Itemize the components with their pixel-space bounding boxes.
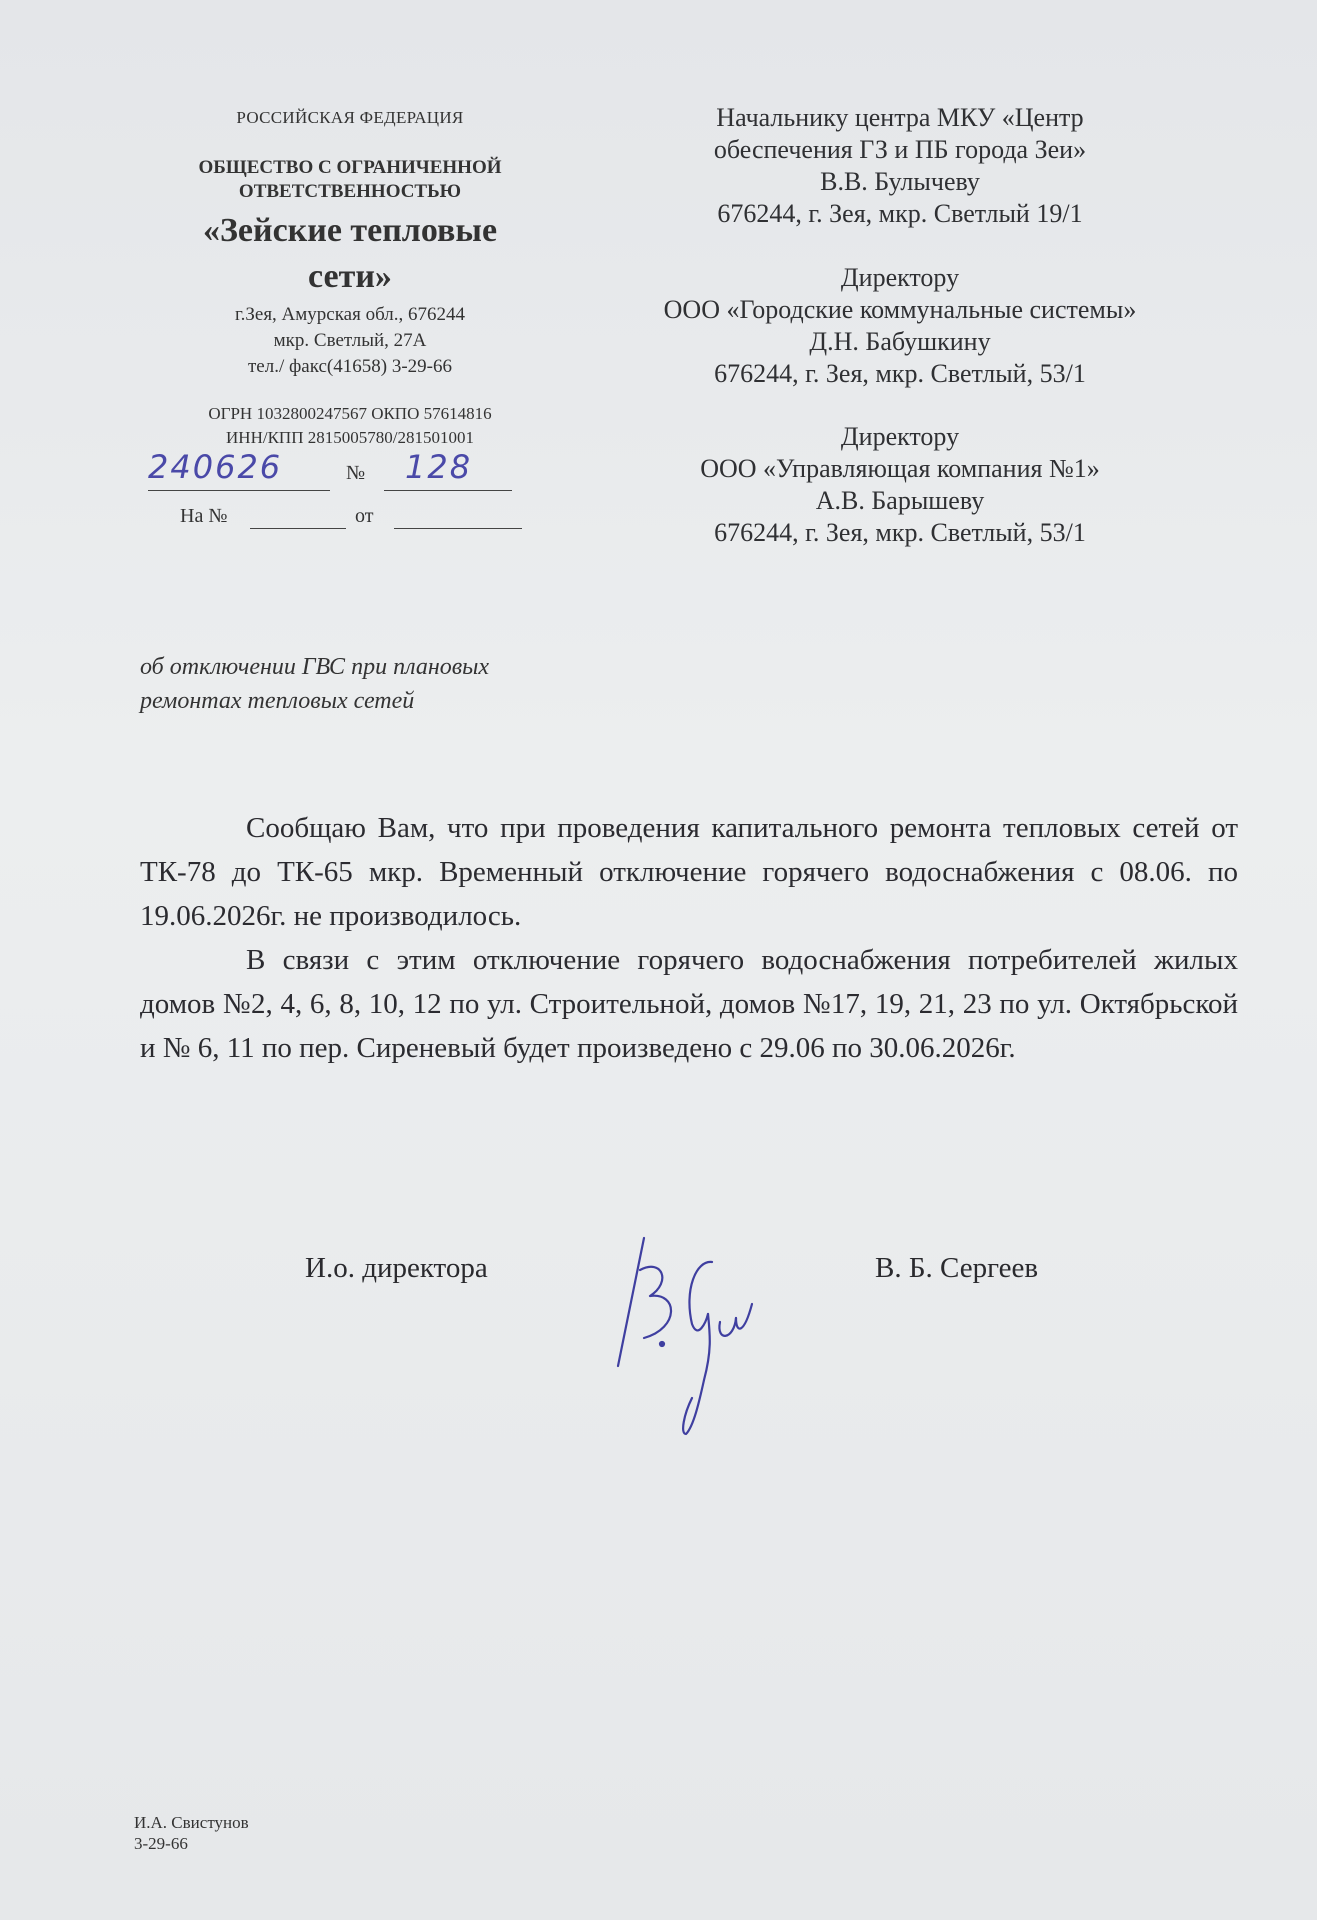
ref-date-blank [394,528,522,529]
addressee-title: Директору [840,422,960,451]
addressee-org: ООО «Городские коммунальные системы» [663,295,1137,324]
executor-phone: 3-29-66 [134,1834,188,1853]
company-address [140,302,560,380]
ref-label: На № [180,505,228,527]
addressee-address: 676244, г. Зея, мкр. Светлый, 53/1 [714,359,1086,388]
addressee-1 [620,102,1180,230]
address-line1: г.Зея, Амурская обл., 676244 [234,304,466,325]
outgoing-number: 128 [405,448,473,486]
outgoing-date: 240626 [148,448,283,486]
addressee-title: Директору [840,263,960,292]
from-label: от [355,505,374,527]
body-paragraph-1: Сообщаю Вам, что при проведения капитального ремонта тепловых сетей от ТК-78 до ТК-65 мкр. Временный отключение горячего водоснабжения с 08.06. по 19.06.2026г. не производилось. [140,812,1238,932]
addressee-address: 676244, г. Зея, мкр. Светлый, 53/1 [714,518,1086,547]
letter-body [140,806,1238,1070]
country-line: РОССИЙСКАЯ ФЕДЕРАЦИЯ [236,108,464,127]
letter-subject [140,650,489,718]
subject-line2: ремонтах тепловых сетей [140,688,415,714]
handwritten-signature [600,1230,780,1440]
company-name-line2: сети» [308,258,392,295]
addressee-2 [620,262,1180,390]
addressee-name: Д.Н. Бабушкину [809,327,991,356]
executor-info [134,1812,249,1854]
ref-number-blank [250,528,346,529]
inn-kpp: ИНН/КПП 2815005780/281501001 [226,428,474,447]
org-type-line1: ОБЩЕСТВО С ОГРАНИЧЕННОЙ [198,157,502,178]
addressee-address: 676244, г. Зея, мкр. Светлый 19/1 [717,199,1083,228]
letterhead [140,108,560,450]
subject-line1: об отключении ГВС при плановых [140,654,490,680]
phone-line: тел./ факс(41658) 3-29-66 [248,356,452,377]
addressee-org: обеспечения ГЗ и ПБ города Зеи» [713,135,1087,164]
body-paragraph-2: В связи с этим отключение горячего водоснабжения потребителей жилых домов №2, 4, 6, 8, 10, 12 по ул. Строительной, домов №17, 19, 21, 23 по ул. Октябрьской и № 6, 11 по пер. Сиреневый будет произведено с 29.06 по 30.06.2026г. [140,944,1238,1064]
org-type-line2: ОТВЕТСТВЕННОСТЬЮ [238,181,462,202]
address-line2: мкр. Светлый, 27А [273,330,427,351]
ogrn-okpo: ОГРН 1032800247567 ОКПО 57614816 [208,404,492,423]
signer-name: В. Б. Сергеев [875,1252,1039,1284]
org-type [140,156,560,204]
addressee-name: В.В. Булычеву [820,167,980,196]
registration-codes [140,402,560,450]
number-blank [384,490,512,491]
company-name-line1: «Зейские тепловые [202,212,498,249]
addressee-title: Начальнику центра МКУ «Центр [716,103,1084,132]
addressee-org: ООО «Управляющая компания №1» [700,454,1100,483]
addressee-3 [620,421,1180,549]
company-name [140,208,560,300]
addressee-name: А.В. Барышеву [815,486,985,515]
executor-name: И.А. Свистунов [134,1813,249,1832]
date-blank [148,490,330,491]
signer-position: И.о. директора [305,1252,488,1284]
number-label: № [346,462,366,484]
